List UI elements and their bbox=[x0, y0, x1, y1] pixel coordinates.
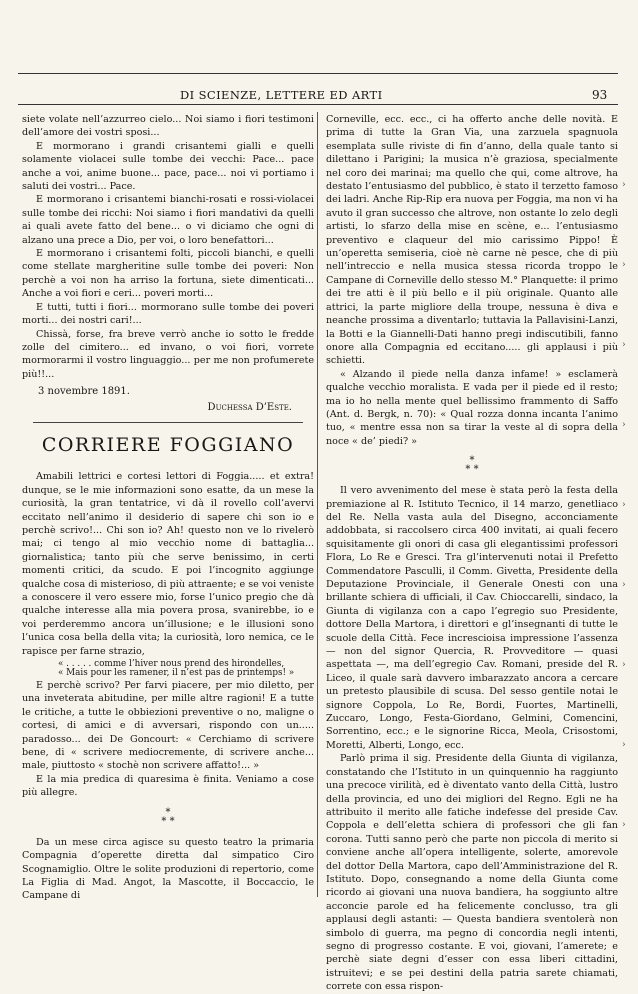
column-divider bbox=[317, 112, 318, 897]
margin-mark: › bbox=[622, 260, 626, 270]
article-paragraph: Da un mese circa agisce su questo teatro la primaria Compagnia d’operette diretta dal simpatico Ciro Scognamiglio. Oltre le solite produzioni di repertorio, come La Figlia di Mad. Angot, la Mascotte, il Boccaccio, le Campane di bbox=[22, 836, 314, 902]
header-rule bbox=[18, 104, 618, 105]
asterism-bottom: * * bbox=[465, 464, 479, 476]
right-column bbox=[326, 113, 618, 994]
margin-mark: › bbox=[622, 500, 626, 510]
margin-mark: › bbox=[622, 420, 626, 430]
left-column bbox=[22, 113, 314, 903]
poem-paragraph: E mormorano i grandi crisantemi gialli e quelli solamente violacei sulle tombe dei vecchi: Pace... pace anche a voi, anime buone... pace, pace... noi vi portiamo i saluti dei vostri... Pace. bbox=[22, 140, 314, 193]
margin-mark: › bbox=[622, 180, 626, 190]
section-divider bbox=[33, 422, 303, 423]
asterism-bottom: * * bbox=[161, 815, 175, 827]
margin-mark: › bbox=[622, 660, 626, 670]
article-paragraph: Corneville, ecc. ecc., ci ha offerto anche delle novità. E prima di tutte la Gran Via, una zarzuela spagnuola esemplata sulle riviste di fin d’anno, della quale tanto si dilettano i Parigini; la musica n’è graziosa, specialmente nel coro dei marinai; ma quello che qui, come altrove, ha destato l’entusiasmo del pubblico, è stato il terzetto famoso dei ladri. Anche Rip-Rip era nuova per Foggia, ma non vi ha avuto il gran successo che altrove, non ostante lo zelo degli artisti, lo sfarzo della mise en scène, e... l’entusiasmo preventivo e claqueur del mio carissimo Pippo! È un’operetta semiseria, cioè nè carne nè pesce, che di più nell’intreccio e nella musica stessa ricorda troppo le Campane di Corneville dello stesso M.° Planquette: il primo dei tre atti è il più bello e il più originale. Quanto alle attrici, la parte migliore della troupe, nessuna è diva e neanche prossima a diventarlo; tuttavia la Pallavisini-Lanzi, la Botti e la Giannelli-Dati hanno pregi indiscutibili, fanno onore alla Compagnia ed eccitano..... gli applausi i più schietti. bbox=[326, 114, 618, 367]
asterism-top: * bbox=[469, 455, 475, 467]
margin-mark: › bbox=[622, 340, 626, 350]
poem-paragraph: Chissà, forse, fra breve verrò anche io sotto le fredde zolle del cimitero... ed invano, o voi fiori, vorrete mormorarmi il vostro linguaggio... per me non profumerete più!!... bbox=[22, 328, 314, 380]
margin-mark: › bbox=[622, 820, 626, 830]
page-number: 93 bbox=[592, 88, 608, 102]
quote-line: « Mais pour les ramener, il n’est pas de printemps! » bbox=[58, 667, 295, 678]
article-paragraph: Parlò prima il sig. Presidente della Giunta di vigilanza, constatando che l’Istituto in un quinquennio ha raggiunto una precoce virilità, ed è diventato vanto della Città, lustro della provincia, ed uno dei migliori del Regno. Egli ne ha attribuito il merito alle fatiche indefesse del preside Cav. Coppola e dell’eletta schiera di professori che gli fan corona. Tutti sanno però che parte non piccola di merito si conviene anche all’opera intelligente, solerte, amorevole del dottor Della Martora, capo dell’Amministrazione del R. Istituto. Dopo, consegnando a nome della Giunta come ricordo ai giovani una nuova bandiera, ha soggiunto altre acconcie parole ed ha felicemente conclusso, tra gli applausi degli astanti: — Questa bandiera sventolerà non simbolo di guerra, ma pegno di concordia negli intenti, segno di progresso costante. E voi, giovani, l’amerete; e perchè siate degni d’esser con essa liberi cittadini, istruitevi; e se pei destini della patria sarete chiamati, correte con essa rispon- bbox=[326, 753, 618, 993]
signature: Duchessa D’Este. bbox=[207, 401, 292, 413]
quote-line: « . . . . . comme l’hiver nous prend des hirondelles, bbox=[58, 659, 285, 670]
article-paragraph: Amabili lettrici e cortesi lettori di Foggia..... et extra! dunque, se le mie informazioni sono esatte, da un mese la curiosità, la gran tentatrice, vi dà il rovello coll’avervi eccitato nell’animo il desiderio di sapere chi son io e perchè scrivo!... Chi son io? Ah! questo non ve lo rivelerò mai; ci tengo al mio vecchio nome di battaglia... giornalistica; tanto più che serve benissimo, in certi momenti critici, da scudo. E poi l’incognito aggiunge qualche cosa di misterioso, di più attraente; e se voi veniste a conoscere il vero essere mio, forse l’unico pregio che dà qualche interesse alla mia povera prosa, svanirebbe, io e voi perderemmo ancora un’illusione; e le illusioni sono l’unica cosa bella della vita; la curiosità, loro nemica, ce le rapisce per farne strazio, bbox=[22, 471, 314, 657]
running-title: DI SCIENZE, LETTERE ED ARTI bbox=[180, 88, 383, 102]
margin-mark: › bbox=[622, 740, 626, 750]
poem-paragraph: E mormorano i crisantemi bianchi-rosati e rossi-violacei sulle tombe dei ricchi: Noi siamo i fiori mandativi da quelli ai quali avete fatto del bene... o vi diciamo che ogni di alzano una prece a Dio, per voi, o loro benefattori... bbox=[22, 194, 314, 246]
asterism-top: * bbox=[165, 806, 171, 818]
article-paragraph: E la mia predica di quaresima è finita. Veniamo a cose più allegre. bbox=[22, 773, 314, 799]
article-title: CORRIERE FOGGIANO bbox=[41, 433, 295, 456]
article-paragraph: Il vero avvenimento del mese è stata però la festa della premiazione al R. Istituto Tecnico, il 14 marzo, genetliaco del Re. Nella vasta aula del Disegno, acconciamente addobbata, si raccolsero circa 400 invitati, ai quali fecero squisitamente gli onori di casa gli elegantissimi professori Flora, Lo Re e Gresci. Tra gl’intervenuti notai il Prefetto Commendatore Pasculli, il Comm. Givetta, Presidente della Deputazione Provinciale, il Generale Onesti con una brillante schiera di ufficiali, il Cav. Chioccarelli, sindaco, la Giunta di vigilanza con a capo l’egregio suo Presidente, dottore Della Martora, i direttori e gl’insegnanti di tutte le scuole della Città. Fece increscioisa impressione l’assenza — non del signor Quercia, R. Provveditore — quasi aspettata —, ma dell’egregio Cav. Romani, preside del R. Liceo, il quale sarà davvero imbarazzato ancora a cercare un pretesto plausibile di scusa. Del sesso gentile notai le signore Coppola, Lo Re, Bordi, Fuortes, Martinelli, Zuccaro, Longo, Festa-Giordano, Gelmini, Comencini, Sorrentino, ecc.; e le signorine Ricca, Meola, Crisostomi, Moretti, Alberti, Longo, ecc. bbox=[326, 485, 618, 751]
date-line: 3 novembre 1891. bbox=[38, 386, 130, 398]
poem-paragraph: E mormorano i crisantemi folti, piccoli bianchi, e quelli come stellate margheritine sulle tombe dei poveri: Non perchè a voi non ha arriso la fortuna, siete dimenticati... Anche a voi fiori e ceri... poveri morti... bbox=[22, 248, 314, 300]
article-paragraph: « Alzando il piede nella danza infame! » esclamerà qualche vecchio moralista. E vada per il piede ed il resto; ma io ho nella mente quel bellissimo frammento di Saffo (Ant. d. Bergk, n. 70): « Qual rozza donna incanta l’animo tuo, « mentre essa non sa tirar la veste al di sopra della noce « de’ piedi? » bbox=[326, 368, 618, 447]
top-rule bbox=[18, 73, 618, 74]
article-paragraph: E perchè scrivo? Per farvi piacere, per mio diletto, per una inveterata abitudine, per mille altre ragioni! E a tutte le critiche, a tutte le obbiezioni preventive o no, maligne o cortesi, di amici e di avversari, rispondo con un..... paradosso... dei De Goncourt: « Cerchiamo di scrivere bene, di « scrivere mediocremente, di scrivere anche... male, piuttosto « stochè non scrivere affatto!... » bbox=[22, 680, 314, 772]
asterism bbox=[326, 456, 618, 474]
margin-mark: › bbox=[622, 580, 626, 590]
poem-paragraph: E tutti, tutti i fiori... mormorano sulle tombe dei poveri morti... dei nostri cari!... bbox=[22, 301, 314, 327]
poem-paragraph: siete volate nell’azzurreo cielo... Noi siamo i fiori testimoni dell’amore dei vostri sposi... bbox=[22, 114, 314, 139]
asterism bbox=[22, 808, 314, 826]
